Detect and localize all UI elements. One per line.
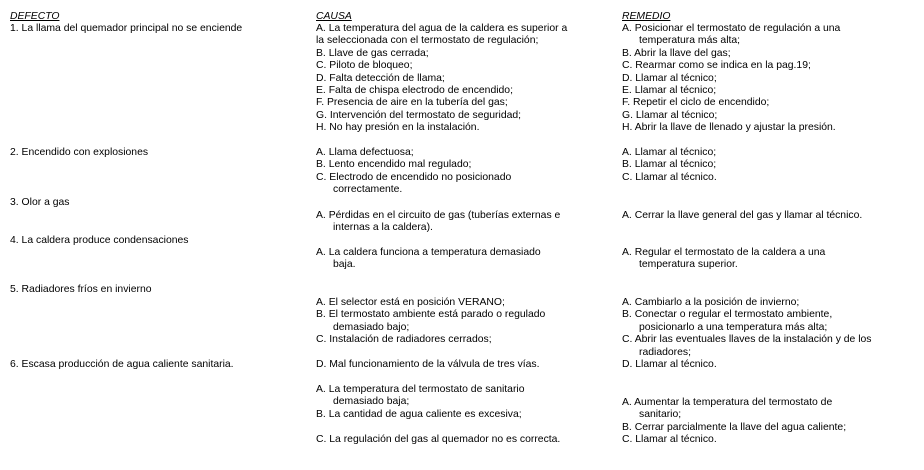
cause-line: C. Piloto de bloqueo;	[316, 60, 413, 72]
cause-line: C. Electrodo de encendido no posicionado	[316, 171, 512, 183]
remedy-line: A. Aumentar la temperatura del termostato de	[622, 397, 833, 408]
cause-line: C. Instalación de radiadores cerrados;	[316, 334, 492, 346]
remedies-defect-2	[622, 147, 717, 184]
cause-line: demasiado bajo;	[333, 321, 410, 333]
cause-line: A. La temperatura del termostato de sanitario	[316, 384, 525, 395]
causes-defect-5-d	[316, 359, 540, 371]
defect-6: 6. Escasa producción de agua caliente sanitaria.	[10, 359, 234, 370]
header-remedio: REMEDIO	[622, 11, 671, 22]
header-causa: CAUSA	[316, 11, 352, 22]
remedies-defect-3	[622, 210, 862, 222]
remedy-line: posicionarlo a una temperatura más alta;	[639, 321, 828, 333]
remedy-line: C. Rearmar como se indica en la pag.19;	[622, 60, 811, 72]
defect-1: 1. La llama del quemador principal no se enciende	[10, 23, 243, 34]
cause-line: A. La temperatura del agua de la caldera es superior a	[316, 23, 568, 34]
remedy-line: A. Llamar al técnico;	[622, 147, 717, 158]
cause-line: baja.	[333, 259, 356, 271]
cause-line: G. Intervención del termostato de seguridad;	[316, 109, 522, 121]
causes-defect-1	[316, 23, 567, 135]
defect-5: 5. Radiadores fríos en invierno	[10, 284, 152, 295]
remedy-line: A. Posicionar el termostato de regulación a una	[622, 23, 841, 34]
cause-line: E. Falta de chispa electrodo de encendido;	[316, 85, 513, 97]
remedy-line: C. Abrir las eventuales llaves de la instalación y de los	[622, 334, 872, 346]
remedies-defect-6	[622, 397, 846, 447]
remedy-line: temperatura superior.	[639, 259, 738, 271]
cause-line: internas a la caldera).	[333, 222, 433, 234]
remedy-line: F. Repetir el ciclo de encendido;	[622, 97, 770, 109]
remedies-defect-4	[622, 247, 825, 272]
remedy-line: A. Regular el termostato de la caldera a una	[622, 247, 826, 258]
remedy-line: G. Llamar al técnico;	[622, 109, 718, 121]
cause-line: A. Pérdidas en el circuito de gas (tuberías externas e	[316, 210, 561, 221]
cause-line: A. La caldera funciona a temperatura demasiado	[316, 247, 541, 258]
header-defecto: DEFECTO	[10, 11, 60, 22]
remedy-line: A. Cerrar la llave general del gas y llamar al técnico.	[622, 210, 863, 221]
remedy-line: H. Abrir la llave de llenado y ajustar la presión.	[622, 122, 836, 134]
cause-line: A. Llama defectuosa;	[316, 147, 414, 158]
cause-line: la seleccionada con el termostato de regulación;	[316, 35, 539, 47]
remedy-line: C. Llamar al técnico.	[622, 434, 717, 446]
remedy-line: D. Llamar al técnico;	[622, 72, 717, 84]
cause-line: B. Lento encendido mal regulado;	[316, 159, 472, 171]
remedy-line: B. Conectar o regular el termostato ambiente,	[622, 309, 833, 321]
cause-line: A. El selector está en posición VERANO;	[316, 297, 505, 308]
causes-defect-6-c	[316, 434, 560, 446]
causes-defect-5	[316, 297, 545, 347]
remedy-line: B. Llamar al técnico;	[622, 159, 717, 171]
causes-defect-3	[316, 210, 560, 235]
defect-4: 4. La caldera produce condensaciones	[10, 235, 189, 246]
cause-line: H. No hay presión en la instalación.	[316, 122, 480, 134]
causes-defect-6	[316, 384, 525, 421]
cause-line: B. El termostato ambiente está parado o regulado	[316, 309, 546, 321]
defect-2: 2. Encendido con explosiones	[10, 147, 149, 158]
cause-line: C. La regulación del gas al quemador no es correcta.	[316, 434, 561, 445]
causes-defect-2	[316, 147, 511, 197]
remedies-defect-5	[622, 297, 872, 371]
remedy-line: D. Llamar al técnico.	[622, 359, 717, 371]
causes-defect-4	[316, 247, 541, 272]
remedy-line: B. Abrir la llave del gas;	[622, 47, 731, 59]
remedy-line: B. Cerrar parcialmente la llave del agua caliente;	[622, 421, 847, 433]
defect-3: 3. Olor a gas	[10, 197, 70, 208]
cause-line: D. Mal funcionamiento de la válvula de tres vías.	[316, 359, 540, 370]
remedy-line: E. Llamar al técnico;	[622, 85, 717, 97]
cause-line: F. Presencia de aire en la tubería del gas;	[316, 97, 508, 109]
remedy-line: radiadores;	[639, 346, 691, 358]
cause-line: correctamente.	[333, 184, 403, 196]
remedy-line: sanitario;	[639, 409, 682, 421]
remedies-defect-1	[622, 23, 840, 135]
remedy-line: A. Cambiarlo a la posición de invierno;	[622, 297, 800, 308]
remedy-line: C. Llamar al técnico.	[622, 171, 717, 183]
cause-line: D. Falta detección de llama;	[316, 72, 445, 84]
remedy-line: temperatura más alta;	[639, 35, 741, 47]
cause-line: B. La cantidad de agua caliente es excesiva;	[316, 408, 522, 420]
cause-line: B. Llave de gas cerrada;	[316, 47, 429, 59]
cause-line: demasiado baja;	[333, 396, 410, 408]
